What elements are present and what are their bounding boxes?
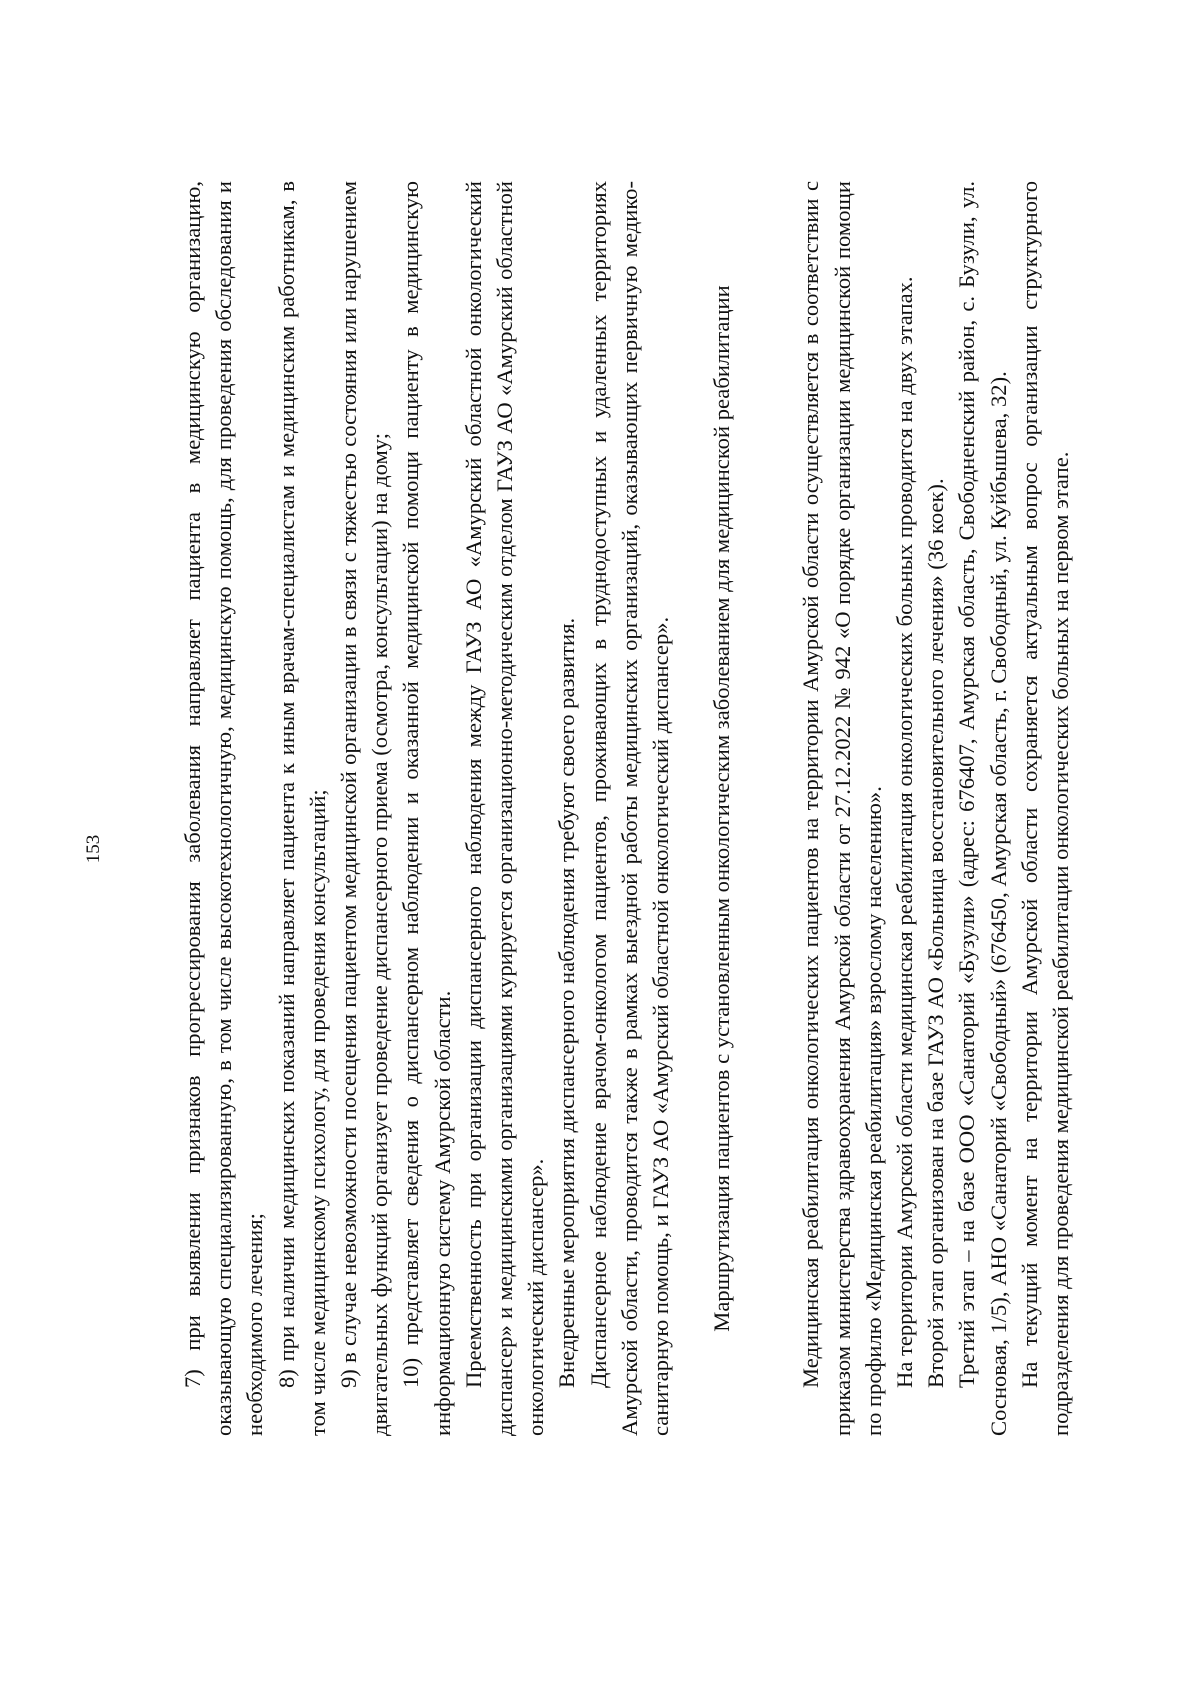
page-number: 153 [83, 834, 104, 864]
paragraph-current-issue: На текущий момент на территории Амурской области сохраняется актуальным вопрос организации структурного подразделения для проведения медицинской реабилитации онкологических больных на первом этапе. [1016, 181, 1074, 1436]
paragraph-item-9: 9) в случае невозможности посещения пациентом медицинской организации в связи с тяжестью состояния или нарушением двигательных функций организует проведение диспансерного приема (осмотра, консультации) на дому; [336, 181, 393, 1436]
paragraph-remote-territories: Диспансерное наблюдение врачом-онкологом пациентов, проживающих в труднодоступных и удаленных территориях Амурской области, проводится также в рамках выездной работы медицинских организаций, оказывающих первичную медико-санитарную помощь, и ГАУЗ АО «Амурский областной онкологический диспансер». [585, 181, 674, 1436]
document-body [177, 181, 1076, 1436]
section-heading: Маршрутизация пациентов с установленным онкологическим заболеванием для медицинской реабилитации [709, 285, 735, 1332]
paragraph-item-7: 7) при выявлении признаков прогрессирования заболевания направляет пациента в медицинскую организацию, оказывающую специализированную, в том числе высокотехнологичную, медицинскую помощь, для проведения обследования и необходимого лечения; [180, 181, 268, 1436]
paragraph-two-stages: На территории Амурской области медицинская реабилитация онкологических больных проводится на двух этапах. [892, 276, 918, 1388]
paragraph-item-8: 8) при наличии медицинских показаний направляет пациента к иным врачам-специалистам и медицинским работникам, в том числе медицинскому психологу, для проведения консультаций; [273, 181, 330, 1436]
paragraph-item-10: 10) представляет сведения о диспансерном наблюдении и оказанной медицинской помощи пациенту в медицинскую информационную систему Амурской области. [398, 181, 455, 1436]
paragraph-continuity: Преемственность при организации диспансерного наблюдения между ГАУЗ АО «Амурский областной онкологический диспансер» и медицинскими организациями курируется организационно-методическим отделом ГАУЗ АО «Амурский областной онкологический диспансер». [460, 181, 549, 1436]
paragraph-second-stage: Второй этап организован на базе ГАУЗ АО «Больница восстановительного лечения» (36 коек). [923, 478, 949, 1388]
paragraph-rehabilitation: Медицинская реабилитация онкологических пациентов на территории Амурской области осуществляется в соответствии с приказом министерства здравоохранения Амурской области от 27.12.2022 № 942 «О порядке организации медицинской помощи по профилю «Медицинская реабилитация» взрослому населению». [798, 181, 886, 1436]
paragraph-measures: Внедренные мероприятия диспансерного наблюдения требуют своего развития. [554, 617, 580, 1388]
paragraph-third-stage: Третий этап – на базе ООО «Санаторий «Бузули» (адрес: 676407, Амурская область, Свободненский район, с. Бузули, ул. Сосновая, 1/5), АНО «Санаторий «Свободный» (676450, Амурская область, г. Свободный, ул. Куйбышева, 32). [954, 181, 1011, 1436]
